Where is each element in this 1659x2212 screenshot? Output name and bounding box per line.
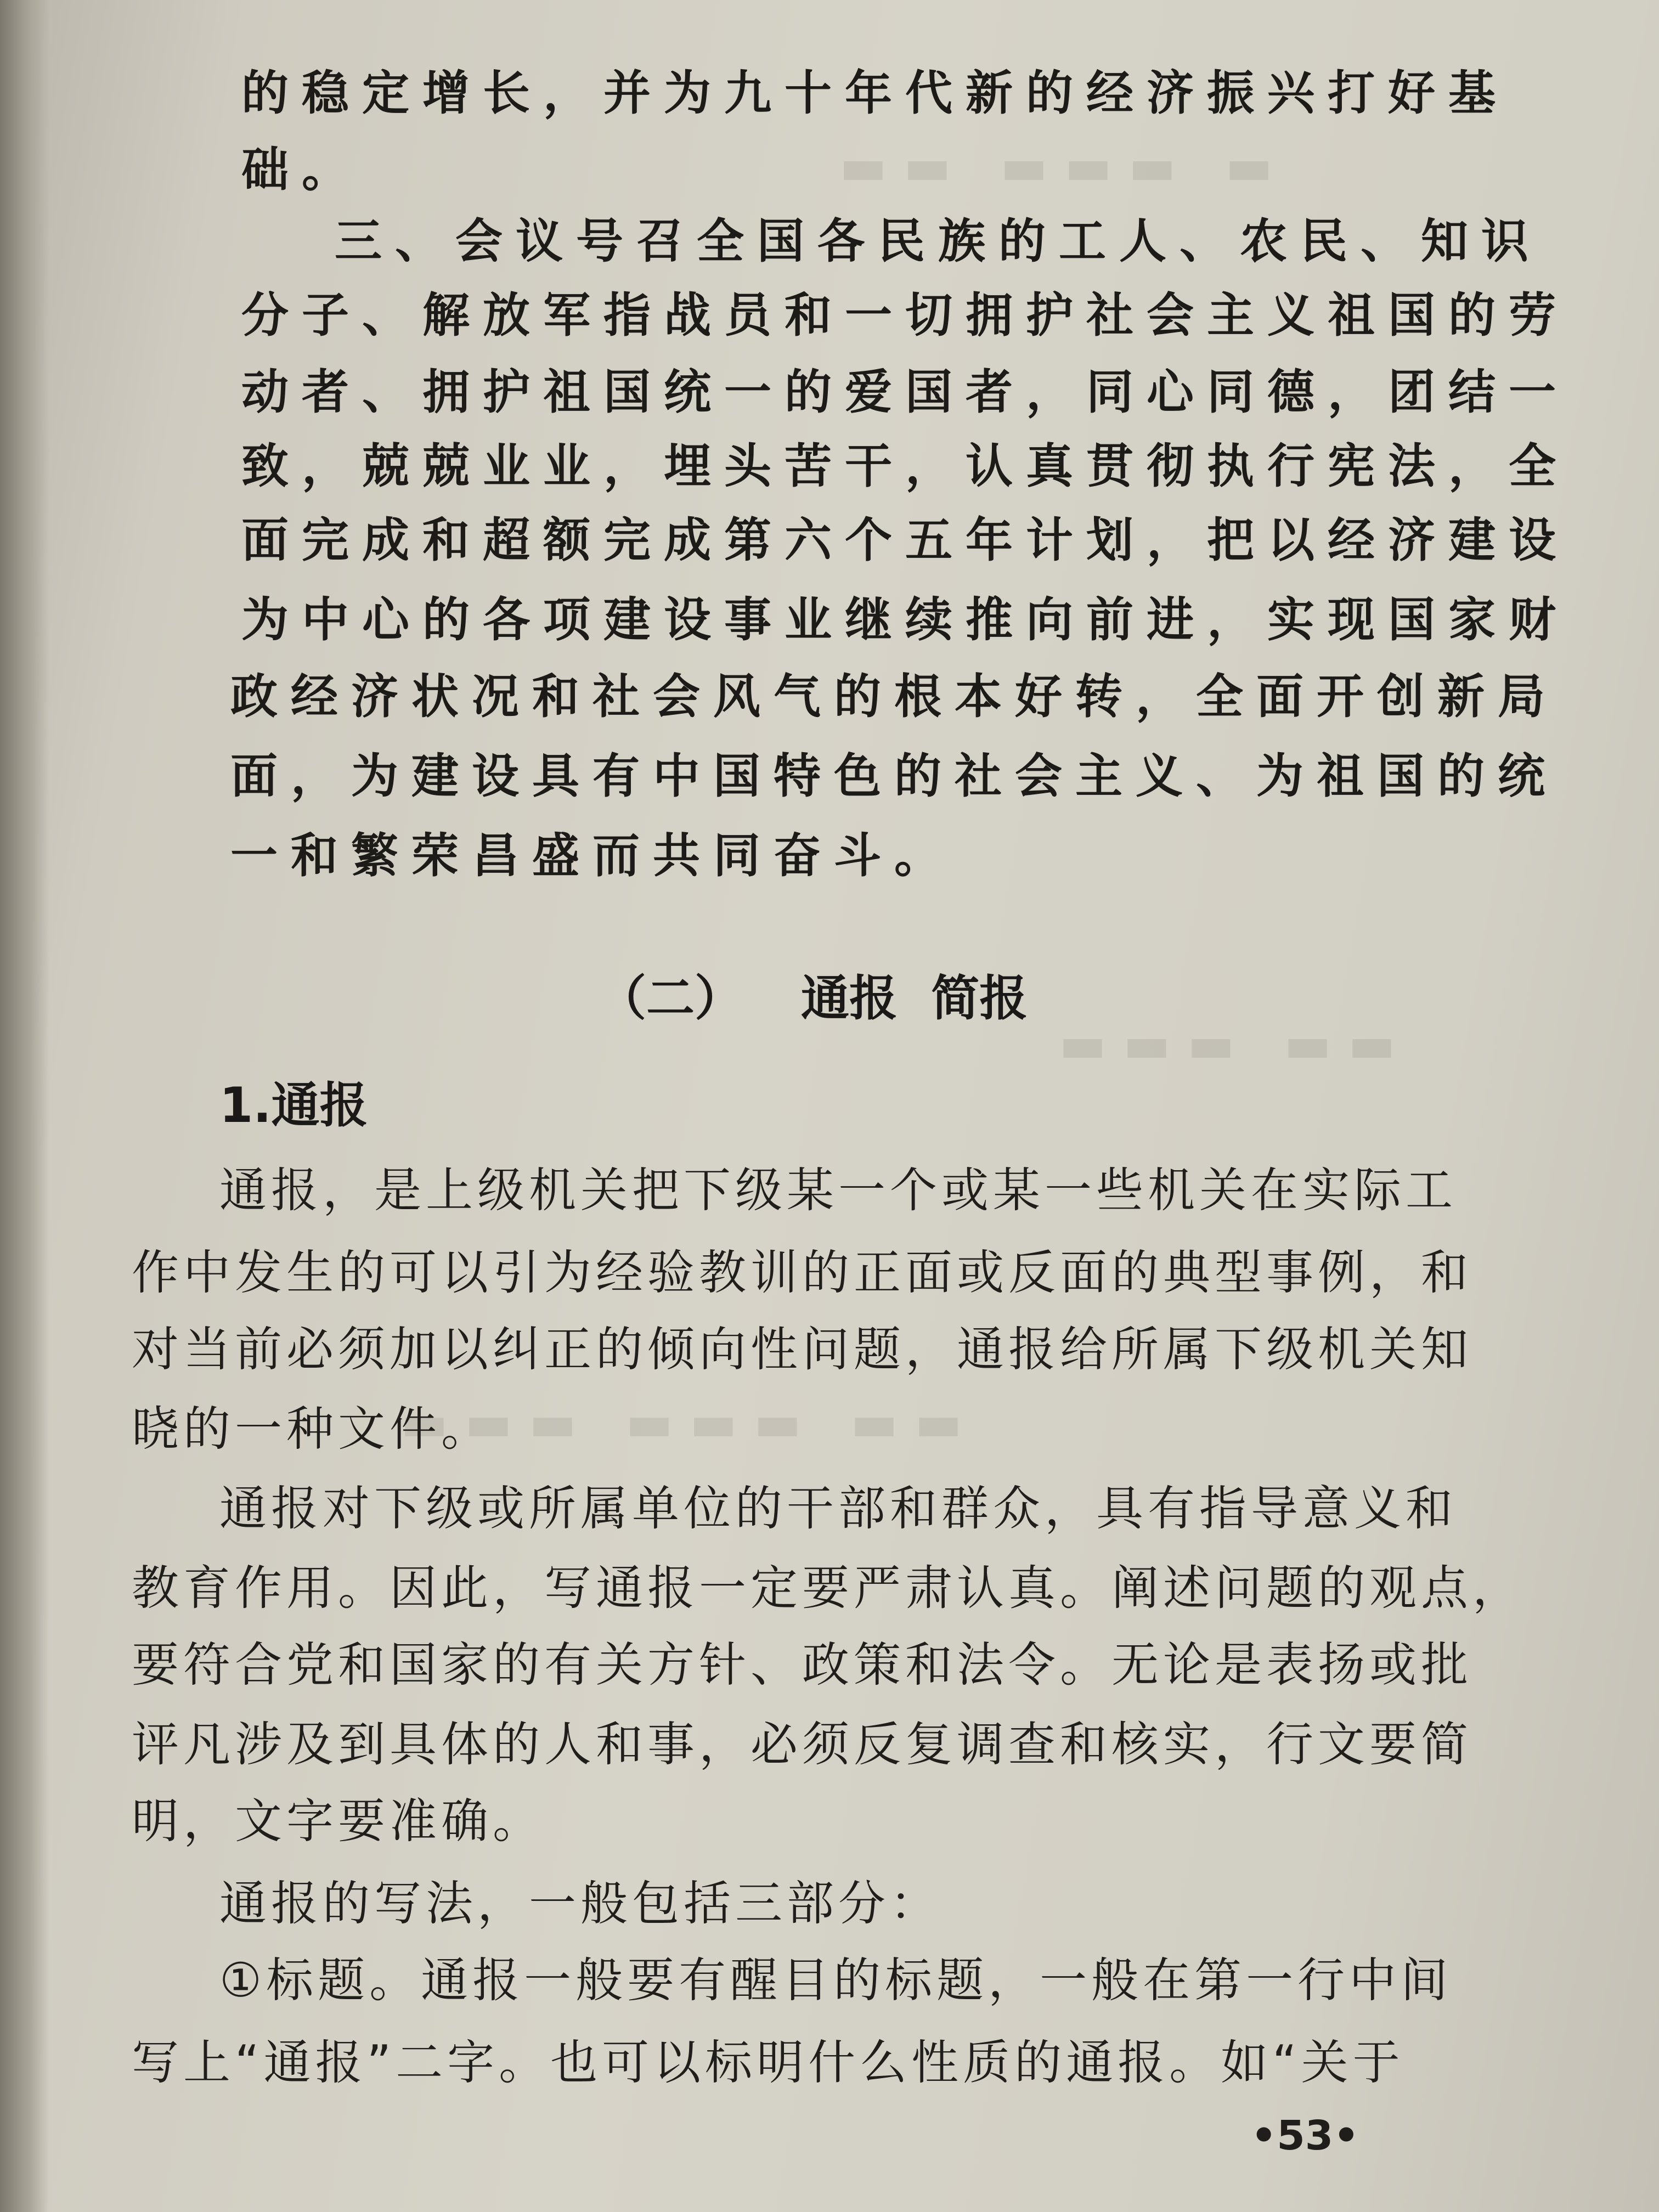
text-line: 要符合党和国家的有关方针、政策和法令。无论是表扬或批 xyxy=(132,1638,1472,1692)
text-line: 作中发生的可以引为经验教训的正面或反面的典型事例，和 xyxy=(132,1245,1472,1300)
text-line: 写上“通报”二字。也可以标明什么性质的通报。如“关于 xyxy=(132,2035,1404,2090)
text-line: 致，兢兢业业，埋头苦干，认真贯彻执行宪法，全 xyxy=(241,438,1569,494)
text-line: 面完成和超额完成第六个五年计划，把以经济建设 xyxy=(241,512,1569,568)
text-line: 晓的一种文件。 xyxy=(132,1402,493,1457)
text-line: 一和繁荣昌盛而共同奋斗。 xyxy=(230,828,955,883)
text-line: 分子、解放军指战员和一切拥护社会主义祖国的劳 xyxy=(241,287,1569,343)
text-line: 通报的写法，一般包括三部分： xyxy=(219,1876,941,1931)
section-title: 通报 简报 xyxy=(801,970,1028,1026)
text-line: 明，文字要准确。 xyxy=(132,1794,544,1849)
show-through: ▬▬ ▬▬▬ ▬▬▬ xyxy=(384,1393,962,1452)
subsection-heading: 1.通报 xyxy=(219,1077,368,1133)
text-line: 教育作用。因此，写通报一定要严肃认真。阐述问题的观点， xyxy=(132,1561,1524,1616)
text-line: ①标题。通报一般要有醒目的标题，一般在第一行中间 xyxy=(219,1953,1453,2008)
text-line: 对当前必须加以纠正的倾向性问题，通报给所属下级机关知 xyxy=(132,1322,1472,1377)
page-gutter-shadow xyxy=(0,0,49,2212)
page-number: •53• xyxy=(1251,2112,1359,2159)
text-line: 通报对下级或所属单位的干部和群众，具有指导意义和 xyxy=(219,1481,1457,1536)
section-number: （二） xyxy=(598,970,743,1026)
text-line: 通报，是上级机关把下级某一个或某一些机关在实际工 xyxy=(219,1163,1457,1218)
text-line: 的稳定增长，并为九十年代新的经济振兴打好基 xyxy=(241,65,1509,121)
show-through: ▬▬ ▬▬▬ xyxy=(1042,1015,1396,1074)
text-line: 动者、拥护祖国统一的爱国者，同心同德，团结一 xyxy=(241,364,1569,420)
text-line: 三、会议号召全国各民族的工人、农民、知识 xyxy=(335,213,1542,269)
text-line: 政经济状况和社会风气的根本好转，全面开创新局 xyxy=(230,669,1558,724)
text-line: 面，为建设具有中国特色的社会主义、为祖国的统 xyxy=(230,748,1558,804)
show-through: ▬ ▬▬▬ ▬▬ xyxy=(823,137,1273,196)
text-line: 础。 xyxy=(241,142,362,198)
text-line: 评凡涉及到具体的人和事，必须反复调查和核实，行文要简 xyxy=(132,1717,1472,1772)
text-line: 为中心的各项建设事业继续推向前进，实现国家财 xyxy=(241,592,1569,647)
